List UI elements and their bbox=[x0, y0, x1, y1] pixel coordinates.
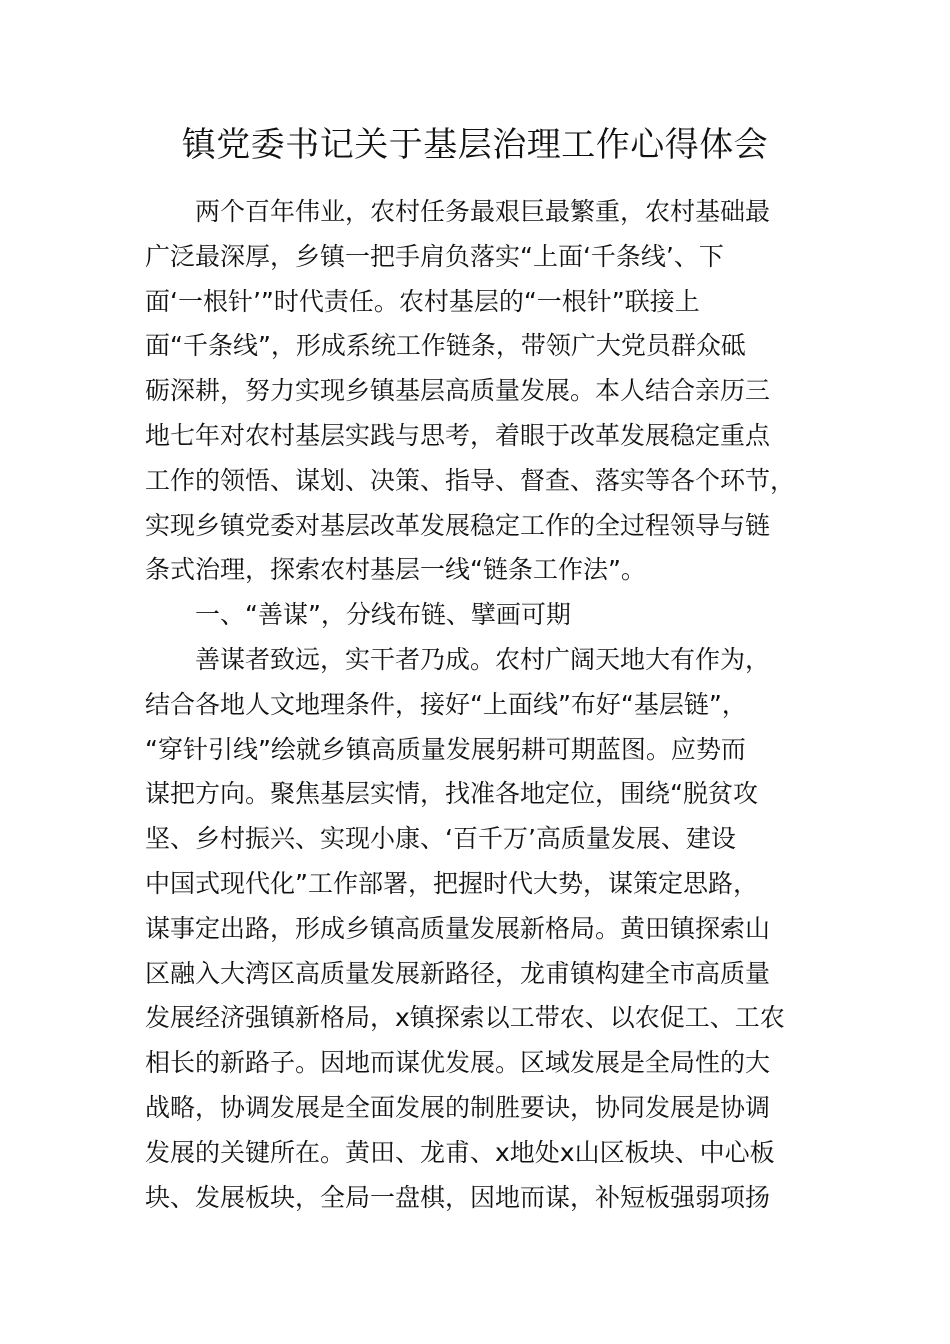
text-line: 谋事定出路，形成乡镇高质量发展新格局。黄田镇探索山 bbox=[145, 913, 771, 943]
text-line: 实现乡镇党委对基层改革发展稳定工作的全过程领导与链 bbox=[145, 510, 771, 540]
text-line: 两个百年伟业，农村任务最艰巨最繁重，农村基础最 bbox=[195, 197, 771, 226]
document-body bbox=[145, 190, 805, 1220]
text-line: 战略，协调发展是全面发展的制胜要诀，协同发展是协调 bbox=[145, 1092, 771, 1122]
document-title: 镇党委书记关于基层治理工作心得体会 bbox=[181, 125, 769, 165]
text-line: 广泛最深厚，乡镇一把手肩负落实“上面‘千条线’、下 bbox=[145, 241, 724, 271]
text-line: “穿针引线”绘就乡镇高质量发展躬耕可期蓝图。应势而 bbox=[145, 734, 746, 764]
text-line: 中国式现代化”工作部署，把握时代大势，谋策定思路， bbox=[145, 868, 758, 898]
text-line: 结合各地人文地理条件，接好“上面线”布好“基层链”， bbox=[145, 689, 747, 719]
text-line: 砺深耕，努力实现乡镇基层高质量发展。本人结合亲历三 bbox=[145, 376, 771, 406]
text-line: 块、发展板块，全局一盘棋，因地而谋，补短板强弱项扬 bbox=[145, 1182, 771, 1212]
text-line: 相长的新路子。因地而谋优发展。区域发展是全局性的大 bbox=[145, 1048, 771, 1078]
text-line: 发展的关键所在。黄田、龙甫、x地处x山区板块、中心板 bbox=[145, 1137, 775, 1167]
text-line: 面“千条线”，形成系统工作链条，带领广大党员群众砥 bbox=[145, 331, 746, 361]
text-line: 一、“善谋”，分线布链、擘画可期 bbox=[195, 600, 571, 630]
text-line: 谋把方向。聚焦基层实情，找准各地定位，围绕“脱贫攻 bbox=[145, 779, 758, 809]
text-line: 条式治理，探索农村基层一线“链条工作法”。 bbox=[145, 555, 646, 585]
text-line: 面‘一根针’”时代责任。农村基层的“一根针”联接上 bbox=[145, 286, 700, 316]
text-line: 发展经济强镇新格局，x镇探索以工带农、以农促工、工农 bbox=[145, 1003, 785, 1033]
text-line: 工作的领悟、谋划、决策、指导、督查、落实等各个环节， bbox=[145, 465, 796, 495]
text-line: 善谋者致远，实干者乃成。农村广阔天地大有作为， bbox=[195, 644, 771, 674]
text-line: 区融入大湾区高质量发展新路径，龙甫镇构建全市高质量 bbox=[145, 958, 771, 988]
text-line: 地七年对农村基层实践与思考，着眼于改革发展稳定重点 bbox=[145, 420, 771, 450]
text-line: 坚、乡村振兴、实现小康、‘百千万’高质量发展、建设 bbox=[145, 824, 736, 854]
